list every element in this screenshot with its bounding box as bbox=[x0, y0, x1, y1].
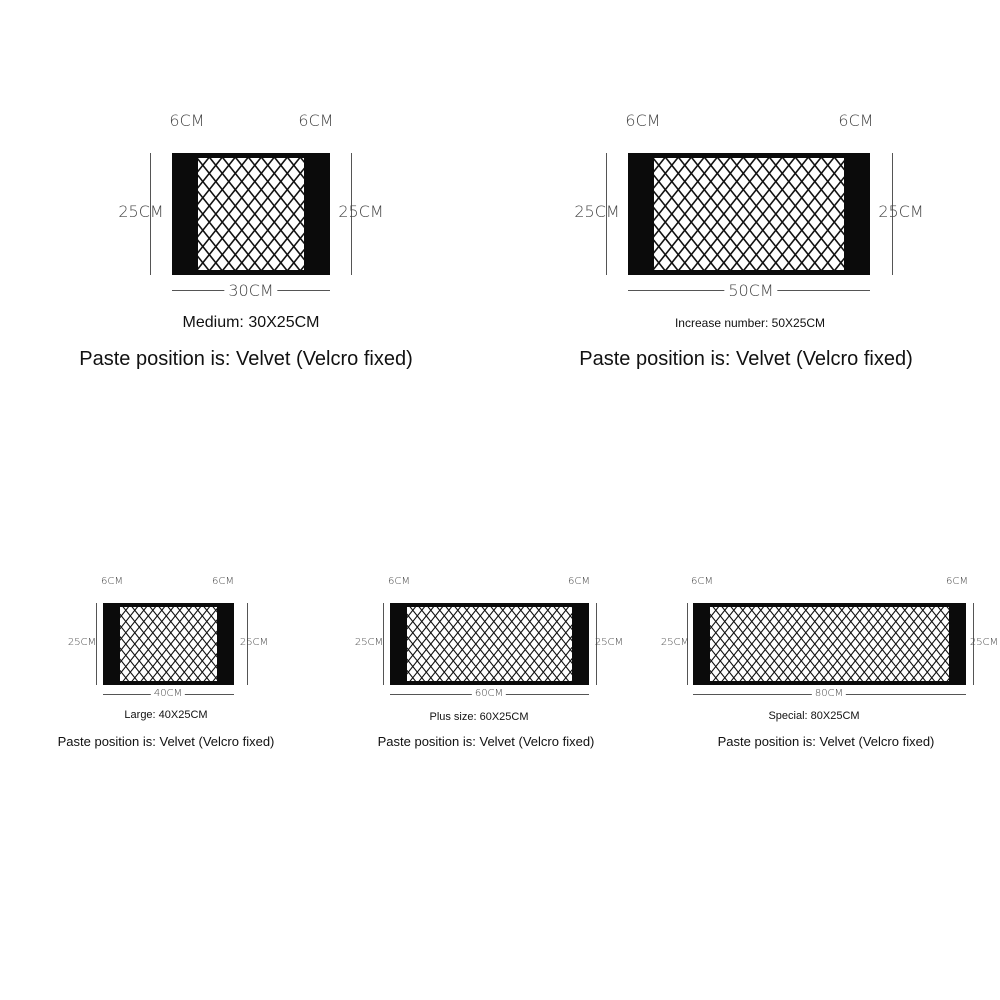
height-label-left: 25CM bbox=[354, 637, 384, 648]
strap-left bbox=[628, 153, 654, 275]
band-bottom bbox=[120, 681, 217, 685]
size-caption: Plus size: 60X25CM bbox=[429, 711, 529, 723]
height-label-right: 25CM bbox=[969, 637, 999, 648]
width-label: 60CM bbox=[472, 689, 506, 699]
net-mesh bbox=[103, 603, 234, 685]
height-label-right: 25CM bbox=[878, 202, 924, 221]
height-label-left: 25CM bbox=[574, 202, 620, 221]
cargo-net-image bbox=[172, 153, 330, 275]
size-caption: Large: 40X25CM bbox=[124, 709, 208, 721]
size-caption: Increase number: 50X25CM bbox=[674, 316, 826, 330]
strap-width-left: 6CM bbox=[101, 576, 123, 587]
paste-position-note: Paste position is: Velvet (Velcro fixed) bbox=[579, 348, 913, 370]
height-label-right: 25CM bbox=[239, 637, 269, 648]
strap-right bbox=[304, 153, 330, 275]
band-top bbox=[407, 603, 572, 607]
strap-left bbox=[172, 153, 198, 275]
strap-width-left: 6CM bbox=[625, 111, 661, 130]
cargo-net-image bbox=[390, 603, 589, 685]
strap-left bbox=[103, 603, 120, 685]
band-bottom bbox=[198, 270, 304, 275]
strap-right bbox=[572, 603, 589, 685]
band-bottom bbox=[710, 681, 949, 685]
strap-right bbox=[844, 153, 870, 275]
band-top bbox=[710, 603, 949, 607]
width-label: 80CM bbox=[812, 689, 846, 699]
cargo-net-image bbox=[628, 153, 870, 275]
height-label-left: 25CM bbox=[118, 202, 164, 221]
net-mesh bbox=[693, 603, 966, 685]
band-bottom bbox=[654, 270, 844, 275]
width-label: 40CM bbox=[151, 689, 185, 699]
strap-width-left: 6CM bbox=[169, 111, 205, 130]
strap-left bbox=[693, 603, 710, 685]
cargo-net-image bbox=[103, 603, 234, 685]
paste-position-note: Paste position is: Velvet (Velcro fixed) bbox=[377, 734, 595, 749]
width-label: 50CM bbox=[724, 283, 777, 299]
size-caption: Special: 80X25CM bbox=[768, 710, 860, 722]
width-label: 30CM bbox=[224, 283, 277, 299]
paste-position-note: Paste position is: Velvet (Velcro fixed) bbox=[79, 348, 413, 370]
height-label-left: 25CM bbox=[67, 637, 97, 648]
band-bottom bbox=[407, 681, 572, 685]
paste-position-note: Paste position is: Velvet (Velcro fixed) bbox=[717, 734, 935, 749]
strap-width-right: 6CM bbox=[298, 111, 334, 130]
net-mesh bbox=[390, 603, 589, 685]
paste-position-note: Paste position is: Velvet (Velcro fixed) bbox=[57, 734, 275, 749]
strap-width-left: 6CM bbox=[691, 576, 713, 587]
height-label-right: 25CM bbox=[594, 637, 624, 648]
height-label-right: 25CM bbox=[338, 202, 384, 221]
strap-left bbox=[390, 603, 407, 685]
band-top bbox=[198, 153, 304, 158]
strap-width-left: 6CM bbox=[388, 576, 410, 587]
strap-right bbox=[949, 603, 966, 685]
size-caption: Medium: 30X25CM bbox=[182, 314, 320, 331]
strap-width-right: 6CM bbox=[568, 576, 590, 587]
strap-right bbox=[217, 603, 234, 685]
strap-width-right: 6CM bbox=[212, 576, 234, 587]
band-top bbox=[654, 153, 844, 158]
strap-width-right: 6CM bbox=[946, 576, 968, 587]
net-mesh bbox=[628, 153, 870, 275]
cargo-net-image bbox=[693, 603, 966, 685]
height-label-left: 25CM bbox=[660, 637, 690, 648]
band-top bbox=[120, 603, 217, 607]
strap-width-right: 6CM bbox=[838, 111, 874, 130]
